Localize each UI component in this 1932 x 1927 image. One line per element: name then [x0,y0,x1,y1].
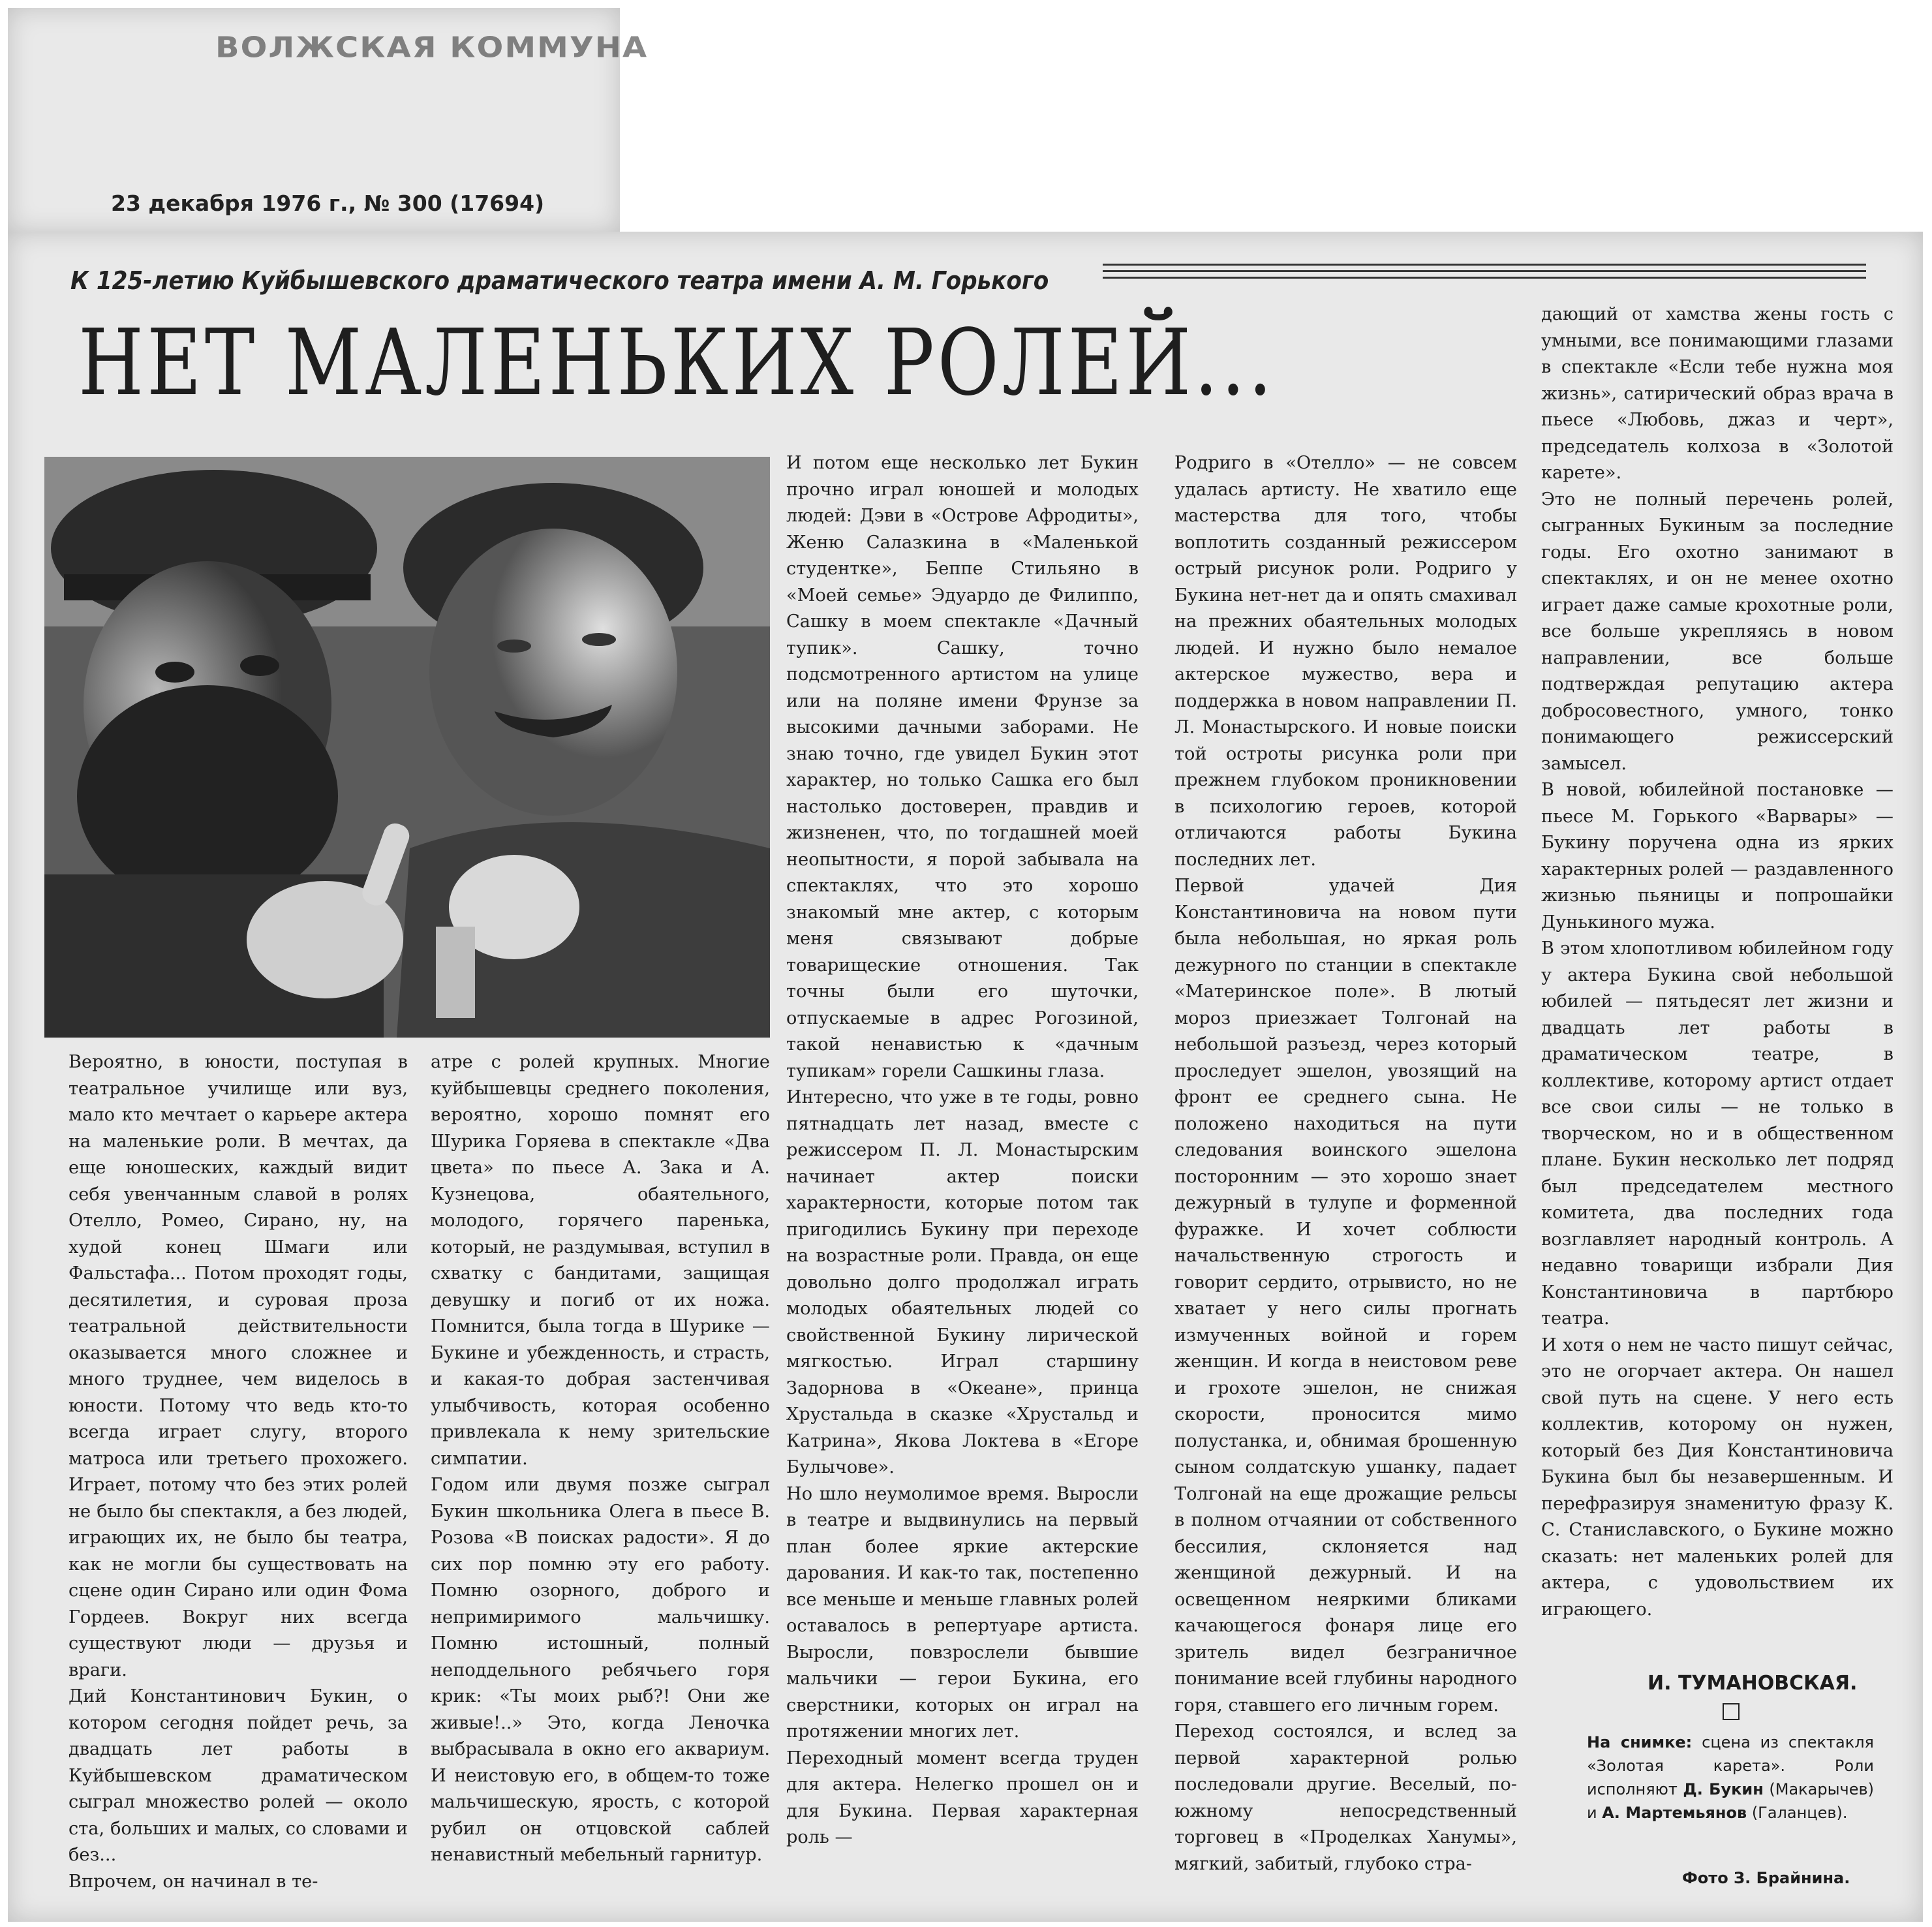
caption-label: На снимке: [1587,1733,1693,1751]
photo-caption [1587,1731,1874,1825]
article-column-5 [1541,301,1894,1623]
caption-role-2: (Галанцев). [1747,1804,1848,1822]
article-headline: НЕТ МАЛЕНЬКИХ РОЛЕЙ... [78,310,1276,416]
article-photo [44,457,770,1038]
article-column-4 [1174,450,1517,1877]
article-kicker: К 125-летию Куйбышевского драматического театра имени А. М. Горького [70,266,1049,295]
caption-actor-2: А. Мартемьянов [1602,1804,1747,1822]
column-5-text: дающий от хамства жены гость с умными, все понимающими глазами в спектакле «Если тебе нужна моя жизнь», сатирический образ врача в пьесе «Любовь, джаз и черт», председатель колхоза в «Золотой карете». Это не полный перечень ролей, сыгранных Букиным за последние годы. Его охотно занимают в спектаклях, и он не менее охотно играет даже самые крохотные роли, все больше укрепляясь в новом направлении, все больше подтверждая репутацию актера добросовестного, умного, тонко понимающего режиссерский замысел. В новой, юбилейной постановке — пьесе М. Горького «Варвары» — Букину поручена одна из ярких характерных ролей — раздавленного жизнью пьяницы и попрошайки Дунькиного мужа. В этом хлопотливом юбилейном году у актера Букина свой небольшой юбилей — пятьдесят лет жизни и двадцать лет работы в драматическом театре, в коллективе, которому артист отдает все свои силы — не только в творческом, но и в общественном плане. Букин несколько лет подряд был председателем местного комитета, два последних года возглавляет народный контроль. А недавно товарищи избрали Дия Константиновича в партбюро театра. И хотя о нем не часто пишут сейчас, это не огорчает актера. Он нашел свой путь на сцене. У него есть коллектив, которому он нужен, который без Дия Константиновича Букина был бы незавершенным. И перефразируя знаменитую фразу К. С. Станиславского, о Букине можно сказать: нет маленьких ролей для актера, с удовольствием их играющего. [1541,304,1894,1620]
article-column-2 [431,1049,770,1869]
caption-text: сцена из спектакля «Золотая карета». Роли исполняют [1587,1733,1874,1798]
kicker-rule-bottom [1103,277,1866,279]
column-4-text: Родриго в «Отелло» — не совсем удалась артисту. Не хватило еще мастерства для того, чтобы воплотить созданный режиссером острый рисунок роли. Родриго у Букина нет-нет да и опять смахивал на прежних обаятельных молодых людей. И нужно было немалое актерское мужество, вера и поддержка в новом направлении П. Л. Монастырского. И новые поиски той остроты рисунка роли при прежнем глубоком проникновении в психологию героев, которой отличаются работы Букина последних лет. Первой удачей Дия Константиновича на новом пути была небольшая, но яркая роль дежурного по станции в спектакле «Материнское поле». В лютый мороз приезжает Толгонай на небольшой разъезд, через который проследует эшелон, увозящий на фронт ее среднего сына. Не положено находиться на пути следования воинского эшелона посторонним — это хорошо знает дежурный в тулупе и форменной фуражке. И хочет соблюсти начальственную строгость и говорит сердито, отрывисто, но не хватает у него силы прогнать измученных войной и горем женщин. И когда в неистовом реве и грохоте эшелон, не снижая скорости, проносится мимо полустанка, и, обнимая брошенную сыном солдатскую ушанку, падает Толгонай на еще дрожащие рельсы в полном отчаянии от собственного бессилия, склоняется над женщиной дежурный. И на освещенном неяркими бликами качающегося фонаря лице его зритель видел безграничное понимание всей глубины народного горя, ставшего его личным горем. Переход состоялся, и вслед за первой характерной ролью последовали другие. Веселый, по-южному непосредственный торговец в «Проделках Ханумы», мягкий, забитый, глубоко стра- [1174,453,1517,1874]
column-3-text: И потом еще несколько лет Букин прочно играл юношей и молодых людей: Дэви в «Острове Афродиты», Женю Салазкина в «Маленькой студентке», Беппе Стильяно в «Моей семье» Эдуардо де Филиппо, Сашку в моем спектакле «Дачный тупик». Сашку, точно подсмотренного артистом на улице или на поляне имени Фрунзе за высокими дачными заборами. Не знаю точно, где увидел Букин этот характер, но только Сашка его был настолько достоверен, правдив и жизненен, что, по тогдашней моей неопытности, я порой забывала на спектаклях, что это хорошо знакомый мне актер, с которым меня связывают добрые товарищеские отношения. Так точны были его шуточки, отпускаемые в адрес Рогозиной, такой ненавистью к «дачным тупикам» горели Сашкины глаза. Интересно, что уже в те годы, ровно пятнадцать лет назад, вместе с режиссером П. Л. Монастырским начинает актер поиски характерности, которые потом так пригодились Букину при переходе на возрастные роли. Правда, он еще довольно долго продолжал играть молодых обаятельных людей со свойственной Букину лирической мягкостью. Играл старшину Задорнова в «Океане», принца Хрустальда в сказке «Хрустальд и Катрина», Якова Локтева в «Егоре Булычове». Но шло неумолимое время. Выросли в театре и выдвинулись на первый план более яркие актерские дарования. И как-то так, постепенно все меньше и меньше главных ролей оставалось в репертуаре артиста. Выросли, повзрослели бывшие мальчики — герои Букина, его сверстники, которых он играл на протяжении многих лет. Переходный момент всегда труден для актера. Нелегко прошел он и для Букина. Первая характерная роль — [786,453,1139,1847]
caption-role-1: (Макарычев) и [1587,1780,1874,1822]
article-column-1 [69,1049,408,1895]
photo-two-actors-icon [44,457,770,1038]
article-column-3 [786,450,1139,1851]
end-mark-icon [1723,1703,1740,1720]
issue-date-line: 23 декабря 1976 г., № 300 (17694) [111,191,545,216]
photo-credit: Фото З. Брайнина. [1682,1869,1850,1887]
caption-actor-1: Д. Букин [1683,1780,1764,1798]
column-2-text: атре с ролей крупных. Многие куйбышевцы среднего поколения, вероятно, хорошо помнят его Шурика Горяева в спектакле «Два цвета» по пьесе А. Зака и А. Кузнецова, обаятельного, молодого, горячего паренька, который, не раздумывая, вступил в схватку с бандитами, защищая девушку и погиб от их ножа. Помнится, была тогда в Шурике — Букине и убежденность, и страсть, и какая-то добрая застенчивая улыбчивость, которая особенно привлекала к нему зрительские симпатии. Годом или двумя позже сыграл Букин школьника Олега в пьесе В. Розова «В поисках радости». Я до сих пор помню эту его работу. Помню озорного, доброго и непримиримого мальчишку. Помню истошный, полный неподдельного ребячьего горя крик: «Ты моих рыб?! Они же живые!..» Это, когда Леночка выбрасывала в окно его аквариум. И неистовую его, в общем-то тоже мальчишескую, ярость, с которой рубил он отцовской саблей ненавистный мебельный гарнитур. [431,1052,770,1865]
author-signature: И. ТУМАНОВСКАЯ. [1648,1672,1858,1695]
newspaper-stamp: ВОЛЖСКАЯ КОММУНА [215,31,649,65]
kicker-rule-mid [1103,270,1866,272]
kicker-rule-top [1103,264,1866,266]
column-1-text: Вероятно, в юности, поступая в театральное училище или вуз, мало кто мечтает о карьере актера на маленькие роли. В мечтах, да еще юношеских, каждый видит себя увенчанным славой в ролях Отелло, Ромео, Сирано, ну, на худой конец Шмаги или Фальстафа... Потом проходят годы, десятилетия, и суровая проза театральной действительности оказывается много сложнее и много труднее, чем виделось в юности. Потому что ведь кто-то всегда играет слугу, второго матроса или третьего прохожего. Играет, потому что без этих ролей не было бы спектакля, а без людей, играющих их, не было бы театра, как не могли бы существовать на сцене один Сирано или один Фома Гордеев. Вокруг них всегда существуют люди — друзья и враги. Дий Константинович Букин, о котором сегодня пойдет речь, за двадцать лет работы в Куйбышевском драматическом сыграл множество ролей — около ста, больших и малых, со словами и без... Впрочем, он начинал в те- [69,1052,408,1892]
